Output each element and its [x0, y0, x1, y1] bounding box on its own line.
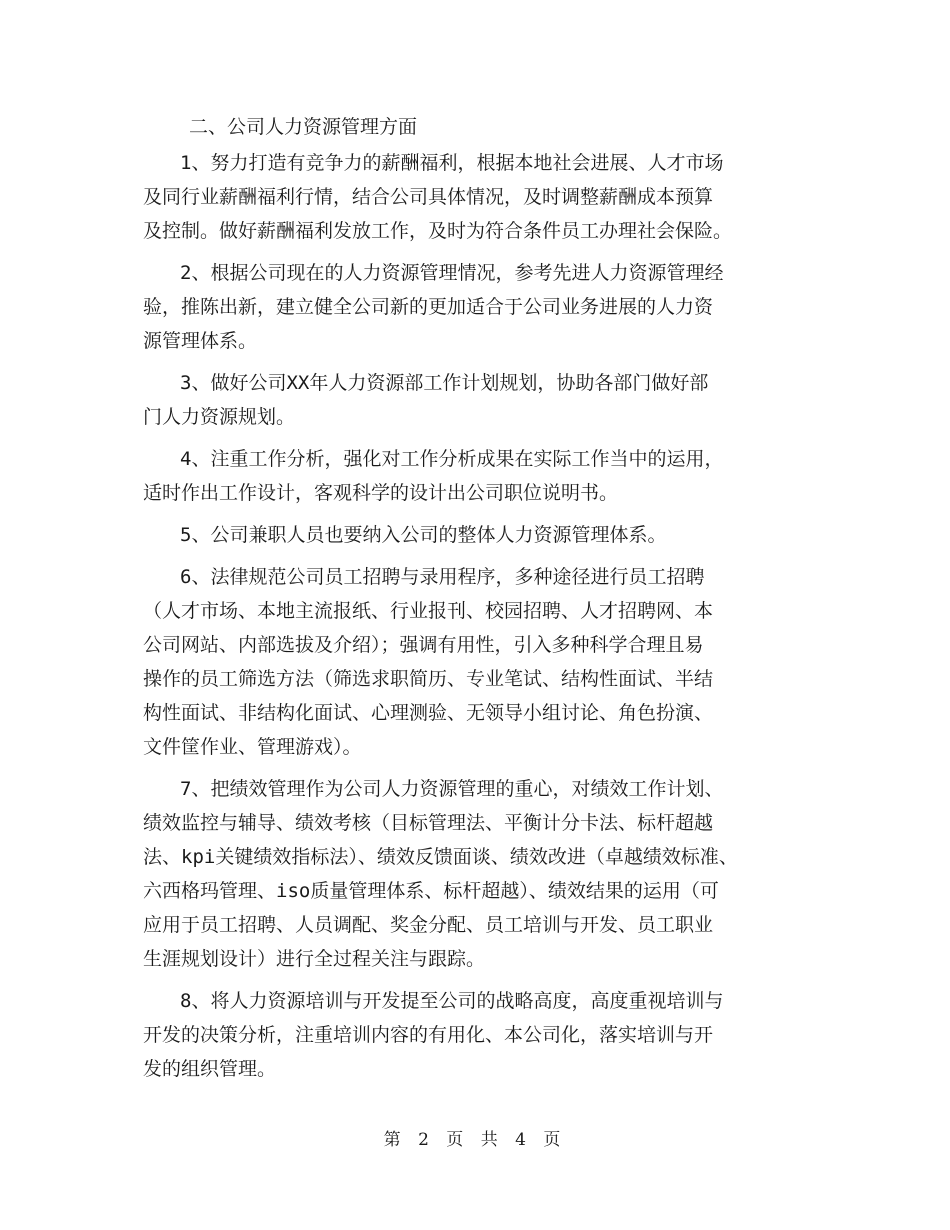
paragraph-1: [143, 146, 823, 248]
paragraph-7: [143, 772, 823, 976]
paragraph-2: [143, 256, 823, 358]
paragraph-line: 六西格玛管理、iso质量管理体系、标杆超越）、绩效结果的运用（可: [143, 880, 719, 902]
paragraph-6: [143, 560, 823, 764]
paragraph-line: 文件筐作业、管理游戏）。: [143, 736, 362, 758]
paragraph-line: 适时作出工作设计，客观科学的设计出公司职位说明书。: [143, 482, 619, 504]
document-body: [143, 110, 823, 1094]
paragraph-line: 绩效监控与辅导、绩效考核（目标管理法、平衡计分卡法、标杆超越: [143, 812, 714, 834]
paragraph-line: （人才市场、本地主流报纸、行业报刊、校园招聘、人才招聘网、本: [143, 600, 714, 622]
paragraph-line: 公司网站、内部选拔及介绍）；强调有用性，引入多种科学合理且易: [143, 634, 704, 656]
paragraph-3: [143, 366, 823, 434]
paragraph-line: 发的组织管理。: [143, 1058, 277, 1080]
section-heading: 二、公司人力资源管理方面: [189, 116, 418, 138]
paragraph-line: 门人力资源规划。: [143, 406, 296, 428]
paragraph-line: 应用于员工招聘、人员调配、奖金分配、员工培训与开发、员工职业: [143, 914, 714, 936]
paragraph-line: 3、做好公司XX年人力资源部工作计划规划，协助各部门做好部: [180, 372, 709, 394]
paragraph-line: 6、法律规范公司员工招聘与录用程序，多种途径进行员工招聘: [180, 566, 705, 588]
paragraph-line: 开发的决策分析，注重培训内容的有用化、本公司化，落实培训与开: [143, 1024, 714, 1046]
page-number-footer: 第 2 页 共 4 页: [383, 1130, 567, 1150]
paragraph-line: 8、将人力资源培训与开发提至公司的战略高度，高度重视培训与: [180, 990, 724, 1012]
paragraph-line: 5、公司兼职人员也要纳入公司的整体人力资源管理体系。: [180, 524, 667, 546]
paragraph-line: 2、根据公司现在的人力资源管理情况，参考先进人力资源管理经: [180, 262, 724, 284]
paragraph-line: 生涯规划设计）进行全过程关注与跟踪。: [143, 948, 486, 970]
paragraph-line: 4、注重工作分析，强化对工作分析成果在实际工作当中的运用，: [180, 448, 724, 470]
paragraph-4: [143, 442, 823, 510]
paragraph-list: [143, 146, 823, 1086]
paragraph-5: [143, 518, 823, 552]
paragraph-line: 1、努力打造有竞争力的薪酬福利，根据本地社会进展、人才市场: [180, 152, 724, 174]
paragraph-line: 法、kpi关键绩效指标法）、绩效反馈面谈、绩效改进（卓越绩效标准、: [143, 846, 738, 868]
paragraph-line: 构性面试、非结构化面试、心理测验、无领导小组讨论、角色扮演、: [143, 702, 714, 724]
paragraph-line: 及同行业薪酬福利行情，结合公司具体情况，及时调整薪酬成本预算: [143, 186, 714, 208]
paragraph-line: 7、把绩效管理作为公司人力资源管理的重心，对绩效工作计划、: [180, 778, 724, 800]
paragraph-line: 及控制。做好薪酬福利发放工作，及时为符合条件员工办理社会保险。: [143, 220, 733, 242]
paragraph-8: [143, 984, 823, 1086]
paragraph-line: 验，推陈出新，建立健全公司新的更加适合于公司业务进展的人力资: [143, 296, 714, 318]
paragraph-line: 源管理体系。: [143, 330, 258, 352]
paragraph-line: 操作的员工筛选方法（筛选求职简历、专业笔试、结构性面试、半结: [143, 668, 714, 690]
